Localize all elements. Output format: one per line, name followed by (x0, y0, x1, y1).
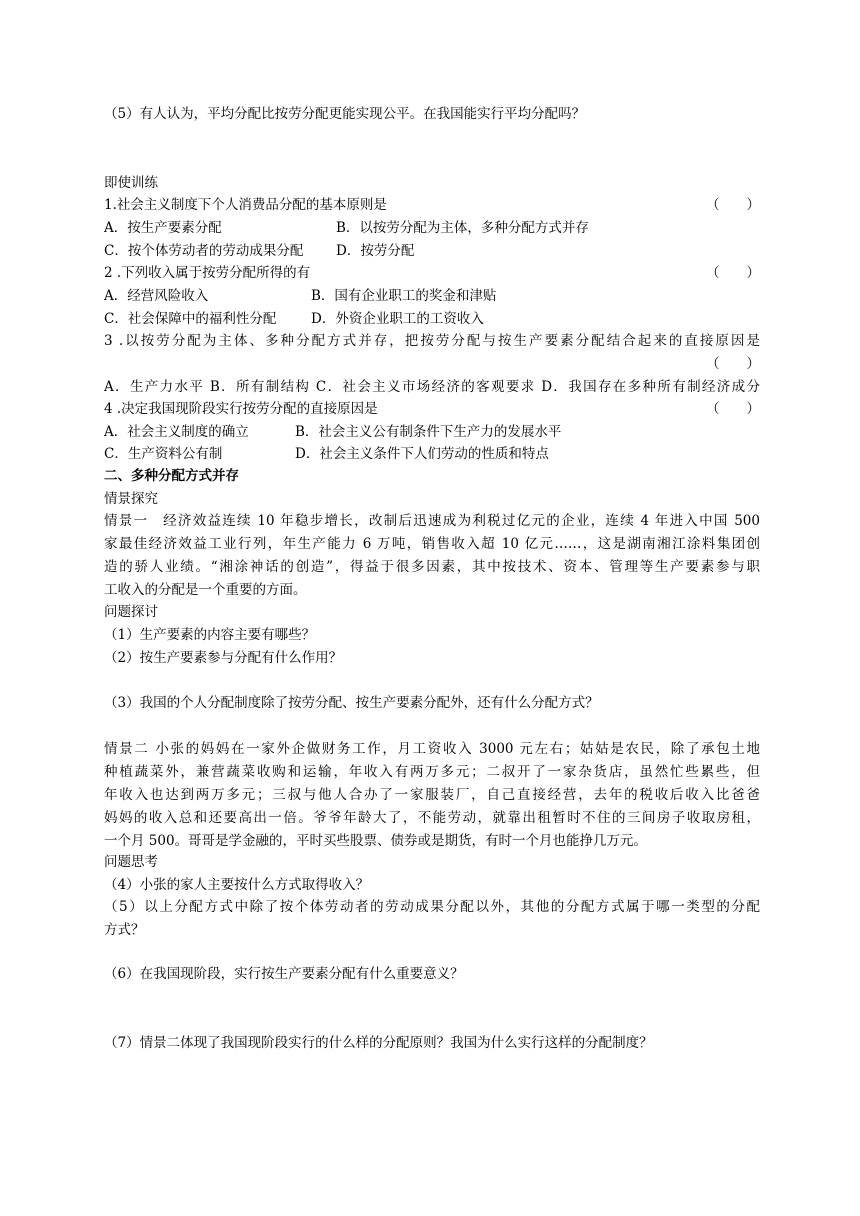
q2-option-c: C．社会保障中的福利性分配 (104, 311, 277, 327)
q1-answer-bracket: （ ） (706, 197, 760, 213)
q3-stem: 3 .以按劳分配为主体、多种分配方式并存，把按劳分配与按生产要素分配结合起来的直接原因是 (104, 333, 760, 349)
q1-option-a: A．按生产要素分配 (104, 220, 222, 236)
question-3: （3）我国的个人分配制度除了按劳分配、按生产要素分配外，还有什么分配方式？ (104, 695, 599, 711)
q1-option-d: D．按劳分配 (336, 243, 415, 259)
q2-option-d: D．外资企业职工的工资收入 (311, 311, 484, 327)
q2-option-a: A．经营风险收入 (104, 288, 209, 304)
scene1-line-4: 工收入的分配是一个重要的方面。 (104, 582, 307, 598)
question-2: （2）按生产要素参与分配有什么作用？ (104, 650, 343, 666)
question-1: （1）生产要素的内容主要有哪些？ (104, 627, 316, 643)
q2-stem: 2 .下列收入属于按劳分配所得的有 (104, 265, 311, 281)
q4-option-c: C．生产资料公有制 (104, 446, 223, 462)
q2-answer-bracket: （ ） (706, 265, 760, 281)
q4-option-d: D．社会主义条件下人们劳动的性质和特点 (295, 446, 549, 462)
scene2-line-3: 年收入也达到两万多元；三叔与他人合办了一家服装厂，自己直接经营，去年的税收后收入比爸爸 (104, 787, 760, 803)
q4-stem: 4 .决定我国现阶段实行按劳分配的直接原因是 (104, 401, 378, 417)
scene2-line-4: 妈妈的收入总和还要高出一倍。爷爷年龄大了，不能劳动，就靠出租暂时不住的三间房子收取房租， (104, 810, 760, 826)
q4-answer-bracket: （ ） (706, 401, 760, 417)
scene1-line-1: 情景一 经济效益连续 10 年稳步增长，改制后迅速成为利税过亿元的企业，连续 4 年进入中国 500 (104, 513, 760, 529)
scene1-line-3: 造的骄人业绩。“湘涂神话的创造”，得益于很多因素，其中按技术、资本、管理等生产要素参与职 (104, 559, 760, 575)
discuss-heading: 问题探讨 (104, 604, 158, 620)
section2-heading: 二、多种分配方式并存 (104, 468, 239, 484)
question-5-line-2: 方式？ (104, 922, 145, 938)
q1-stem: 1.社会主义制度下个人消费品分配的基本原则是 (104, 197, 387, 213)
q1-option-b: B．以按劳分配为主体，多种分配方式并存 (336, 220, 589, 236)
explore-heading: 情景探究 (104, 491, 158, 507)
scene2-line-2: 种植蔬菜外，兼营蔬菜收购和运输，年收入有两万多元；二叔开了一家杂货店，虽然忙些累些，但 (104, 764, 760, 780)
q2-option-b: B．国有企业职工的奖金和津贴 (311, 288, 497, 304)
q1-option-c: C．按个体劳动者的劳动成果分配 (104, 243, 304, 259)
question-5-line-1: （5）以上分配方式中除了按个体劳动者的劳动成果分配以外，其他的分配方式属于哪一类型的分配 (104, 899, 760, 915)
question-7: （7）情景二体现了我国现阶段实行的什么样的分配原则？我国为什么实行这样的分配制度？ (104, 1035, 653, 1051)
question-6: （6）在我国现阶段，实行按生产要素分配有什么重要意义？ (104, 966, 464, 982)
q3-answer-bracket: （ ） (706, 356, 760, 372)
q3-options: A．生产力水平 B．所有制结构 C．社会主义市场经济的客观要求 D．我国存在多种所有制经济成分 (104, 379, 760, 395)
q4-option-a: A．社会主义制度的确立 (104, 424, 249, 440)
scene2-line-5: 一个月 500。哥哥是学金融的，平时买些股票、债券或是期货，有时一个月也能挣几万元。 (104, 833, 648, 849)
training-heading: 即使训练 (104, 175, 158, 191)
scene1-line-2: 家最佳经济效益工业行列，年生产能力 6 万吨，销售收入超 10 亿元……，这是湖南湘江涂料集团创 (104, 536, 760, 552)
question-4: （4）小张的家人主要按什么方式取得收入？ (104, 877, 370, 893)
think-heading: 问题思考 (104, 854, 158, 870)
scene2-line-1: 情景二 小张的妈妈在一家外企做财务工作，月工资收入 3000 元左右；姑姑是农民，除了承包土地 (104, 741, 760, 757)
intro-question: （5）有人认为，平均分配比按劳分配更能实现公平。在我国能实行平均分配吗？ (104, 106, 586, 122)
q4-option-b: B．社会主义公有制条件下生产力的发展水平 (295, 424, 562, 440)
